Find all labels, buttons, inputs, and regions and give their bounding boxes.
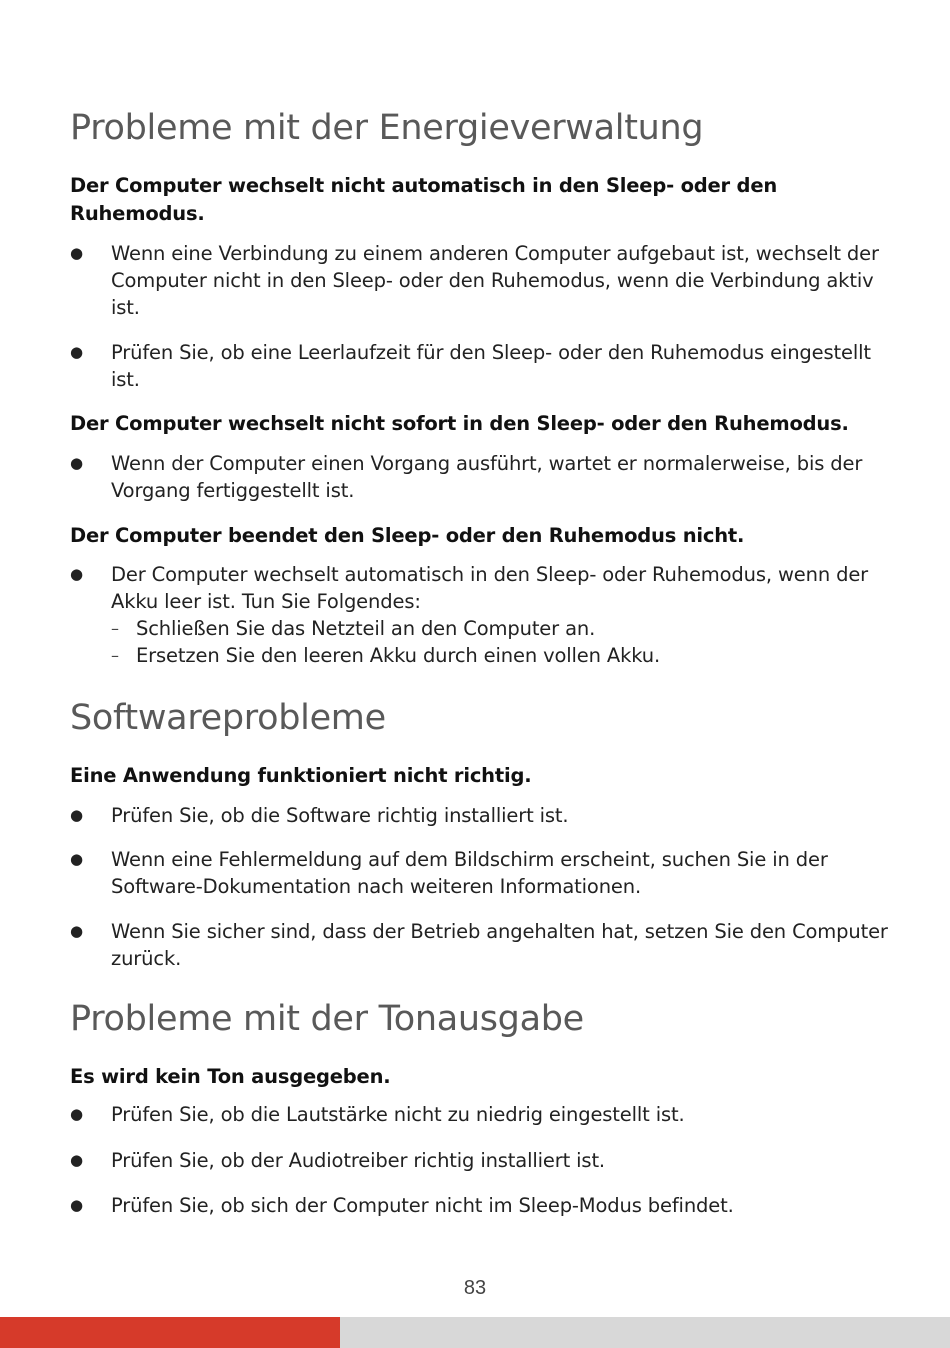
section-heading-audio: Probleme mit der Tonausgabe — [70, 999, 584, 1039]
sub-list-item: – Ersetzen Sie den leeren Akku durch einen vollen Akku. — [111, 644, 661, 667]
problem-title-app-malfunction: Eine Anwendung funktioniert nicht richtig. — [70, 764, 532, 787]
dash-icon: – — [111, 646, 119, 665]
list-item: ● Prüfen Sie, ob sich der Computer nicht im Sleep-Modus befindet. — [70, 1194, 734, 1217]
list-item: ● Der Computer wechselt automatisch in den Sleep- oder Ruhemodus, wenn der Akku leer ist. Tun Sie Folgendes: – Schließen Sie das Netzteil an den Computer an. – Ersetzen Sie den leeren Akku durch einen vollen Akku. — [70, 561, 890, 669]
bullet-icon: ● — [70, 244, 83, 262]
bullet-icon: ● — [70, 454, 83, 472]
problem-title-no-sound: Es wird kein Ton ausgegeben. — [70, 1065, 391, 1088]
bullet-icon: ● — [70, 850, 83, 868]
page-number: 83 — [463, 1277, 487, 1299]
list-item: ● Wenn eine Fehlermeldung auf dem Bildschirm erscheint, suchen Sie in der Software-Dokumentation nach weiteren Informationen. — [70, 848, 828, 898]
bullet-icon: ● — [70, 1196, 83, 1214]
dash-icon: – — [111, 619, 119, 638]
bullet-icon: ● — [70, 565, 83, 583]
list-item: ● Prüfen Sie, ob der Audiotreiber richtig installiert ist. — [70, 1149, 605, 1172]
list-item: ● Prüfen Sie, ob die Software richtig installiert ist. — [70, 804, 569, 827]
footer-bar — [340, 1317, 950, 1348]
list-item: ● Wenn eine Verbindung zu einem anderen Computer aufgebaut ist, wechselt der Computer nicht in den Sleep- oder den Ruhemodus, wenn die Verbindung aktiv ist. — [70, 242, 879, 319]
bullet-icon: ● — [70, 343, 83, 361]
bullet-icon: ● — [70, 1105, 83, 1123]
list-item: ● Wenn der Computer einen Vorgang ausführt, wartet er normalerweise, bis der Vorgang fertiggestellt ist. — [70, 452, 863, 502]
bullet-icon: ● — [70, 806, 83, 824]
problem-title-no-auto-sleep: Der Computer wechselt nicht automatisch in den Sleep- oder den Ruhemodus. — [70, 174, 778, 225]
footer-accent-bar — [0, 1317, 340, 1348]
list-item: ● Prüfen Sie, ob eine Leerlaufzeit für den Sleep- oder den Ruhemodus eingestellt ist. — [70, 341, 871, 391]
bullet-icon: ● — [70, 922, 83, 940]
section-heading-software: Softwareprobleme — [70, 698, 386, 738]
section-heading-power: Probleme mit der Energieverwaltung — [70, 108, 704, 148]
problem-title-no-immediate-sleep: Der Computer wechselt nicht sofort in den Sleep- oder den Ruhemodus. — [70, 412, 849, 435]
list-item: ● Wenn Sie sicher sind, dass der Betrieb angehalten hat, setzen Sie den Computer zurück. — [70, 920, 888, 970]
sub-list-item: – Schließen Sie das Netzteil an den Computer an. — [111, 617, 596, 640]
list-item: ● Prüfen Sie, ob die Lautstärke nicht zu niedrig eingestellt ist. — [70, 1103, 685, 1126]
bullet-icon: ● — [70, 1151, 83, 1169]
problem-title-no-resume: Der Computer beendet den Sleep- oder den Ruhemodus nicht. — [70, 524, 745, 547]
